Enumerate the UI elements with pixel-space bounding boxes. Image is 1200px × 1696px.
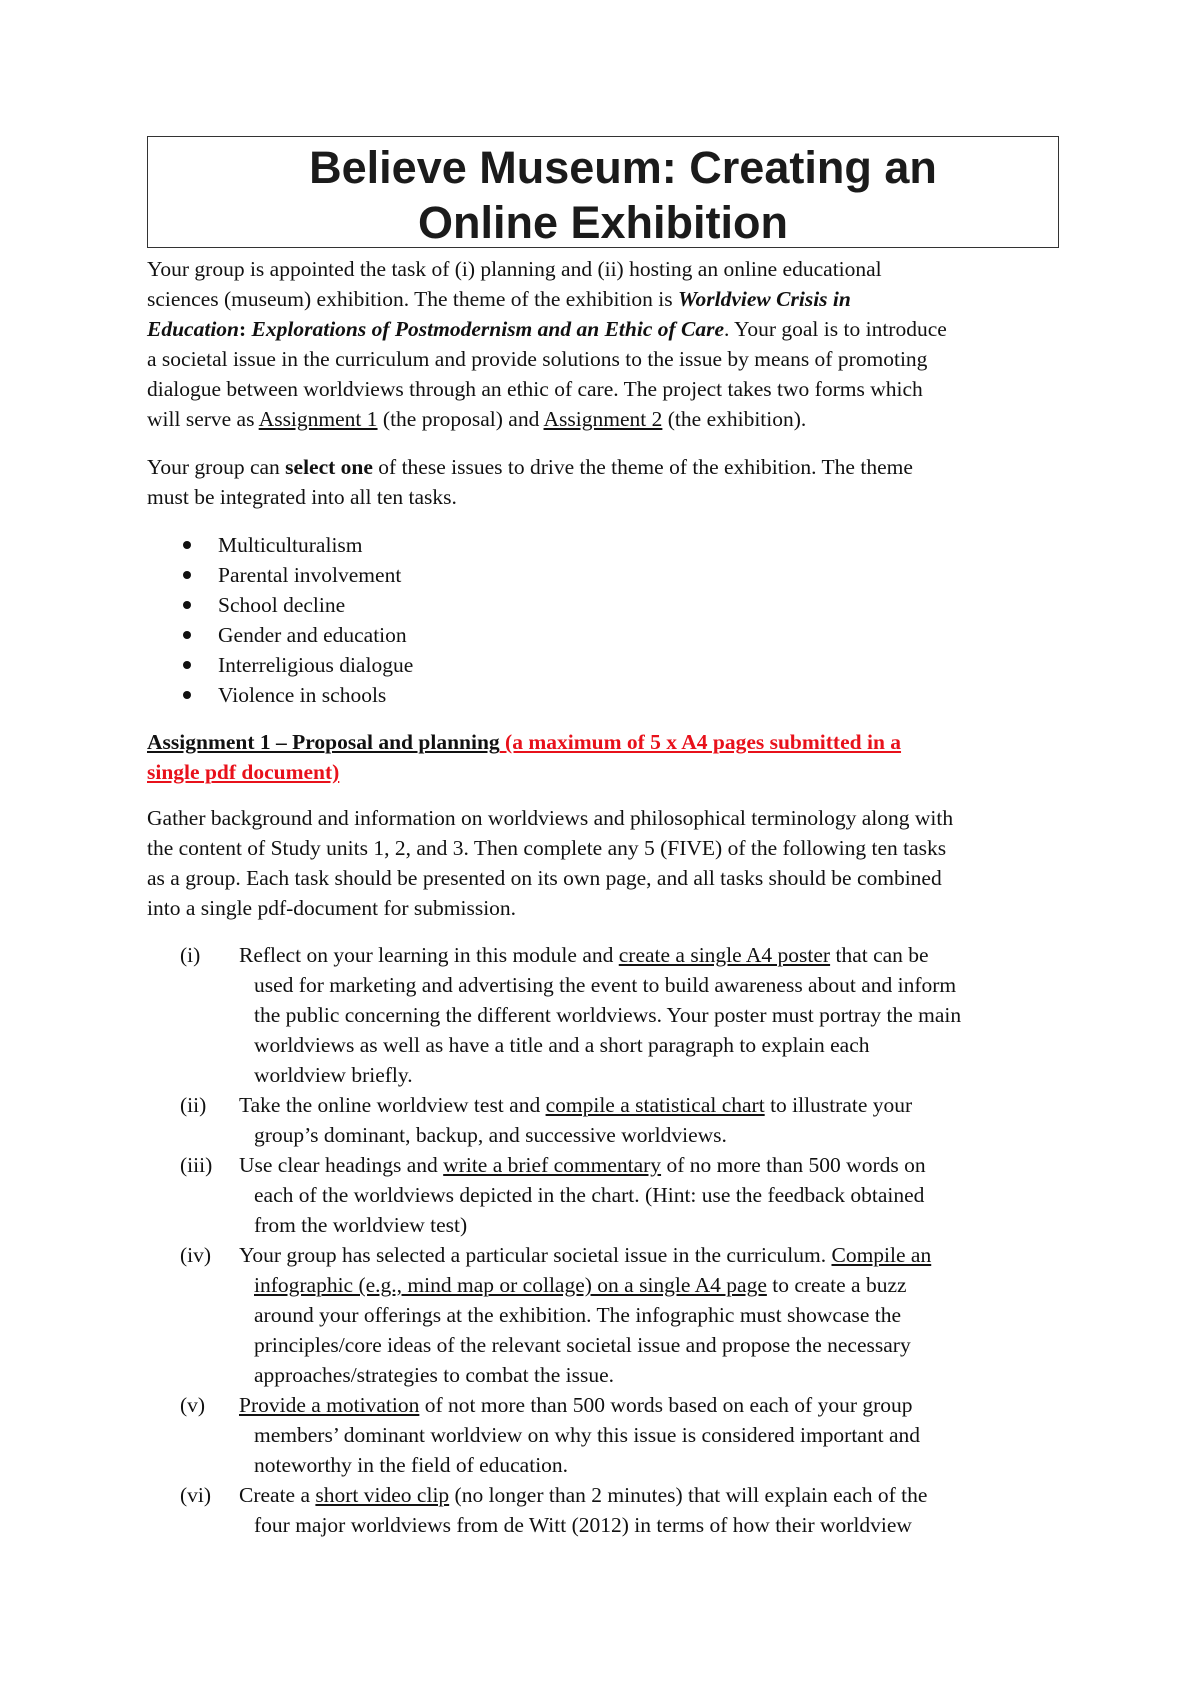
intro-line: dialogue between worldviews through an ethic of care. The project takes two forms which (147, 377, 923, 401)
selection-paragraph: Your group can select one of these issues to drive the theme of the exhibition. The theme must be integrated into all ten tasks. (147, 455, 913, 509)
intro-line: Your group is appointed the task of (i) planning and (ii) hosting an online educational (147, 257, 882, 281)
title-box (147, 136, 1059, 248)
intro-paragraph (147, 254, 1067, 434)
title-line-2: Online Exhibition (418, 197, 788, 248)
intro-line: Education: Explorations of Postmodernism and an Ethic of Care. Your goal is to introduce (147, 317, 947, 341)
assignment-1-body: Gather background and information on worldviews and philosophical terminology along with the content of Study units 1, 2, and 3. Then complete any 5 (FIVE) of the following ten tasks as a group. Each task should be presented on its own page, and all tasks should be combined into a single pdf-document for submission. (147, 806, 954, 920)
intro-line: will serve as Assignment 1 (the proposal) and Assignment 2 (the exhibition). (147, 407, 807, 431)
title-line-1: Believe Museum: Creating an (309, 142, 937, 193)
intro-line: sciences (museum) exhibition. The theme of the exhibition is Worldview Crisis in (147, 287, 851, 311)
document-page: Believe Museum: Creating an Online Exhibition Your group is appointed the task of (i) planning and (ii) hosting an online educational sciences (museum) exhibition. The theme of the exhibition is Worldview Crisis in Education: Explorations of Postmodernism and an Ethic of Care. Your goal is to introduce a societal issue in the curriculum and provide solutions to the issue by means of promoting dialogue between worldviews through an ethic of care. The project takes two forms which will serve as Assignment 1 (the proposal) and Assignment 2 (the exhibition). Your group can select one of these issues to drive the theme of the exhibition. The theme must be integrated into all ten tasks. Multiculturalism Parental involvement School decline Gender and education Interreligious dialogue Violence in schools Assignment 1 – Proposal and planning (a maximum of 5 x A4 pages submitted in a single pdf document) Gather background and information on worldviews and philosophical terminology along with the content of Study units 1, 2, and 3. Then complete any 5 (FIVE) of the following ten tasks as a group. Each task should be presented on its own page, and all tasks should be combined into a single pdf-document for submission. (i) Reflect on your learning in this module and create a single A4 poster that can be used for marketing and advertising the event to build awareness about and inform the public concerning the different worldviews. Your poster must portray the main worldviews as well as have a title and a short paragraph to explain each worldview briefly. (ii) Take the online worldview test and compile a statistical chart to illustrate your group’s dominant, backup, and successive worldviews. (iii) Use clear headings and write a brief commentary of no more than 500 words on each of the worldviews depicted in the chart. (Hint: use the feedback obtained from the worldview test) (iv) Your group has selected a particular societal issue in the curriculum. Compile an infographic (e.g., mind map or collage) on a single A4 page to create a buzz around your offerings at the exhibition. The infographic must showcase the principles/core ideas of the relevant societal issue and propose the necessary approaches/strategies to combat the issue. (v) Provide a motivation of not more than 500 words based on each of your group members’ dominant worldview on why this issue is considered important and noteworthy in the field of education. (vi) Create a short video clip (no longer than 2 minutes) that will explain each of the four major worldviews from de Witt (2012) in terms of how their worldview (0, 0, 1200, 1696)
assignment-1-heading: Assignment 1 – Proposal and planning (a maximum of 5 x A4 pages submitted in a single pdf document) (147, 730, 902, 784)
intro-line: a societal issue in the curriculum and provide solutions to the issue by means of promoting (147, 347, 928, 371)
